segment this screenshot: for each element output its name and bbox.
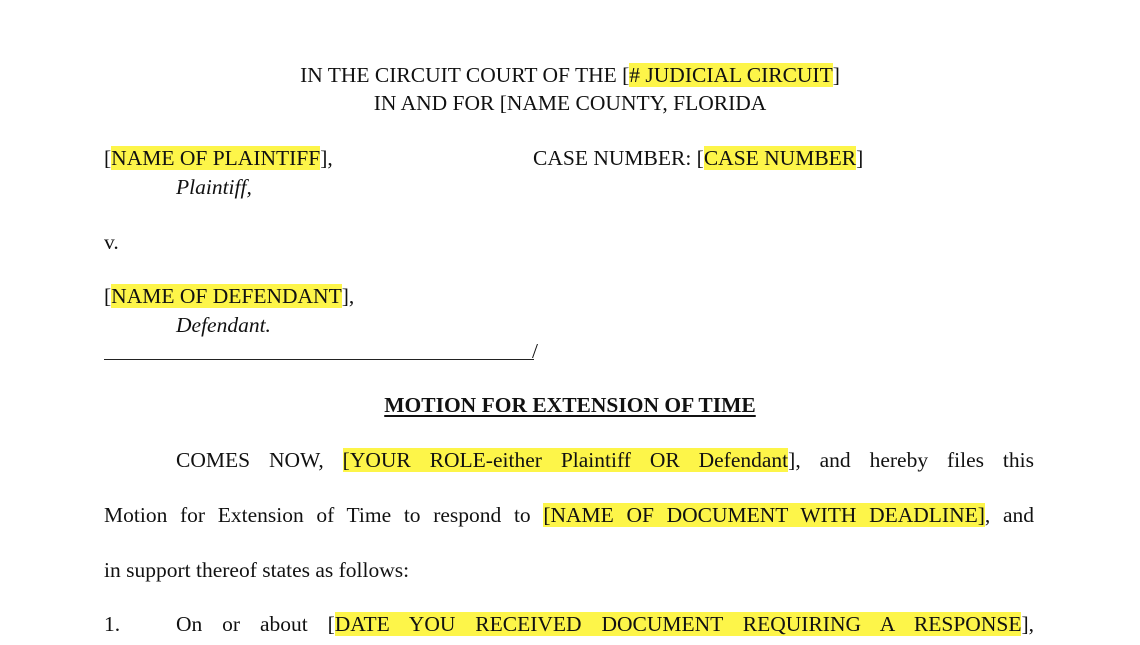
defendant-name-field: NAME OF DEFENDANT [111, 284, 342, 308]
judicial-circuit-field: # JUDICIAL CIRCUIT [629, 63, 833, 87]
court-caption-line-1 [0, 62, 1140, 88]
case-number-close: ] [856, 146, 864, 170]
motion-respond-text: Motion for Extension of Time to respond to [104, 503, 544, 527]
plaintiff-role: Plaintiff, [176, 175, 252, 199]
case-number-field: CASE NUMBER [703, 146, 857, 170]
case-number-line [533, 145, 863, 171]
case-number-label: CASE NUMBER: [ [533, 146, 704, 170]
body-line-3: in support thereof states as follows: [104, 558, 410, 582]
plaintiff-close: ], [320, 146, 333, 170]
comes-now-text: COMES NOW, [176, 448, 343, 472]
date-close: ], [1021, 612, 1034, 636]
files-this-text: ], and hereby files this [788, 448, 1034, 472]
court-caption-line-2: IN AND FOR [NAME COUNTY, FLORIDA [373, 91, 767, 115]
court-suffix: ] [832, 63, 840, 87]
defendant-name-line [104, 283, 354, 309]
plaintiff-open: [ [104, 146, 112, 170]
defendant-open: [ [104, 284, 112, 308]
document-deadline-field: [NAME OF DOCUMENT WITH DEADLINE] [543, 503, 985, 527]
body-line-2 [104, 502, 1034, 528]
plaintiff-name-line [104, 145, 333, 171]
defendant-role: Defendant. [176, 313, 271, 337]
and-text: , and [984, 503, 1035, 527]
caption-divider [104, 359, 534, 360]
defendant-close: ], [341, 284, 355, 308]
item-1-number: 1. [104, 612, 121, 636]
versus-text: v. [104, 230, 119, 254]
motion-title: MOTION FOR EXTENSION OF TIME [384, 393, 756, 417]
plaintiff-name-field: NAME OF PLAINTIFF [111, 146, 321, 170]
body-line-1 [176, 447, 1034, 473]
your-role-field: [YOUR ROLE-either Plaintiff OR Defendant [342, 448, 789, 472]
court-prefix: IN THE CIRCUIT COURT OF THE [ [300, 63, 630, 87]
caption-divider-slash: / [532, 339, 538, 363]
item-1-line [176, 611, 1034, 637]
on-or-about-text: On or about [176, 612, 328, 636]
date-received-field: DATE YOU RECEIVED DOCUMENT REQUIRING A RESPONSE [334, 612, 1022, 636]
date-open: [ [327, 612, 335, 636]
